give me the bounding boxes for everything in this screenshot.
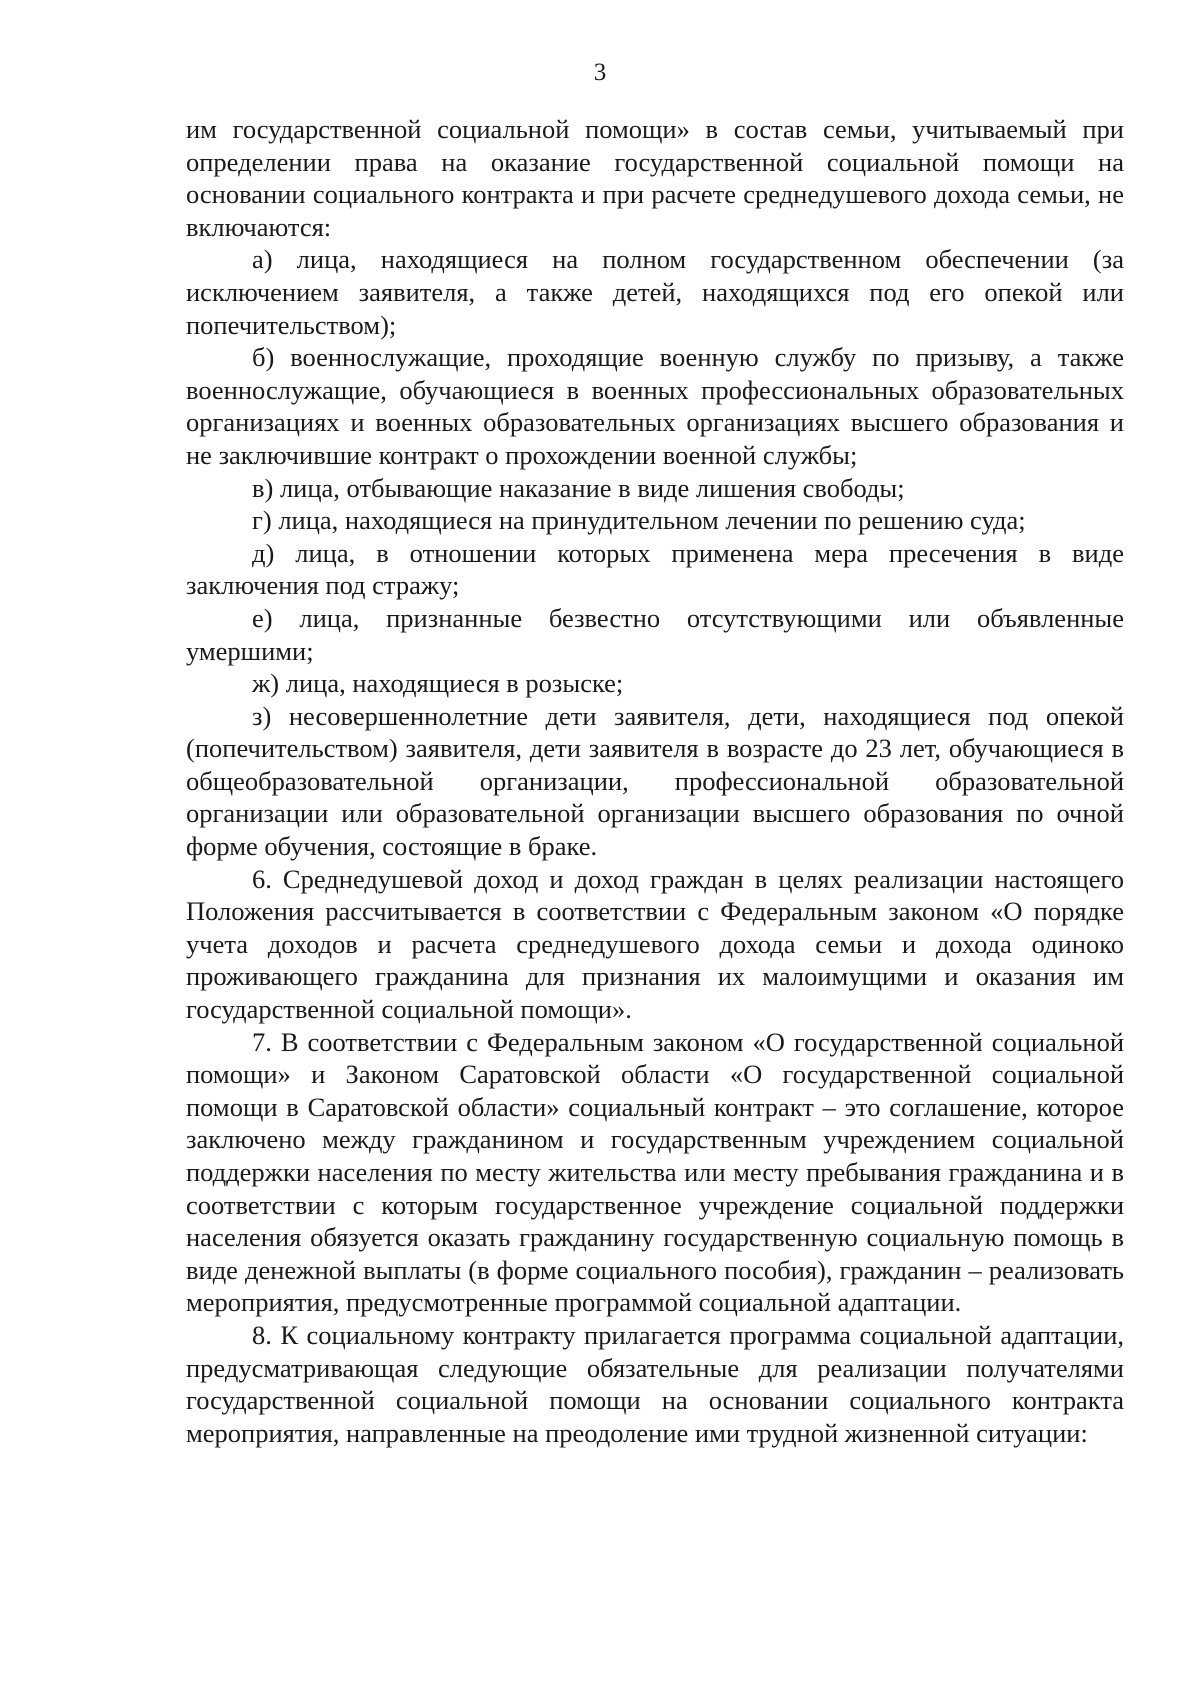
document-body (186, 113, 1124, 1449)
list-item-g: г) лица, находящиеся на принудительном лечении по решению суда; (252, 505, 1026, 536)
list-item-v: в) лица, отбывающие наказание в виде лишения свободы; (252, 472, 905, 503)
list-item-d: д) лица, в отношении которых применена мера пресечения в виде заключения под стражу; (186, 537, 1124, 601)
clause-7: 7. В соответствии с Федеральным законом «О государственной социальной помощи» и Законом Саратовской области «О государственной социальной помощи в Саратовской области» социальный контракт – это соглашение, которое заключено между гражданином и государственным учреждением социальной поддержки населения по месту жительства или месту пребывания гражданина и в соответствии с которым государственное учреждение социальной поддержки населения обязуется оказать гражданину государственную социальную помощь в виде денежной выплаты (в форме социального пособия), гражданин – реализовать мероприятия, предусмотренные программой социальной адаптации. (186, 1026, 1124, 1318)
list-item-zh: ж) лица, находящиеся в розыске; (252, 668, 624, 699)
clause-6: 6. Среднедушевой доход и доход граждан в целях реализации настоящего Положения рассчитывается в соответствии с Федеральным законом «О порядке учета доходов и расчета среднедушевого дохода семьи и дохода одиноко проживающего гражданина для признания их малоимущими и оказания им государственной социальной помощи». (186, 863, 1124, 1025)
clause-8: 8. К социальному контракту прилагается программа социальной адаптации, предусматривающая следующие обязательные для реализации получателями государственной социальной помощи на основании социального контракта мероприятия, направленные на преодоление ими трудной жизненной ситуации: (186, 1319, 1124, 1448)
list-item-e: е) лица, признанные безвестно отсутствующими или объявленные умершими; (186, 602, 1124, 666)
paragraph-continuation: им государственной социальной помощи» в состав семьи, учитываемый при определении права на оказание государственной социальной помощи на основании социального контракта и при расчете среднедушевого дохода семьи, не включаются: (186, 114, 1124, 242)
page-number: 3 (593, 59, 607, 86)
list-item-z: з) несовершеннолетние дети заявителя, дети, находящиеся под опекой (попечительством) заявителя, дети заявителя в возрасте до 23 лет, обучающиеся в общеобразовательной организации, профессиональной образовательной организации или образовательной организации высшего образования по очной форме обучения, состоящие в браке. (186, 700, 1124, 862)
list-item-a: а) лица, находящиеся на полном государственном обеспечении (за исключением заявителя, а также детей, находящихся под его опекой или попечительством); (186, 244, 1124, 340)
list-item-b: б) военнослужащие, проходящие военную службу по призыву, а также военнослужащие, обучающиеся в военных профессиональных образовательных организациях и военных образовательных организациях высшего образования и не заключившие контракт о прохождении военной службы; (186, 342, 1124, 470)
